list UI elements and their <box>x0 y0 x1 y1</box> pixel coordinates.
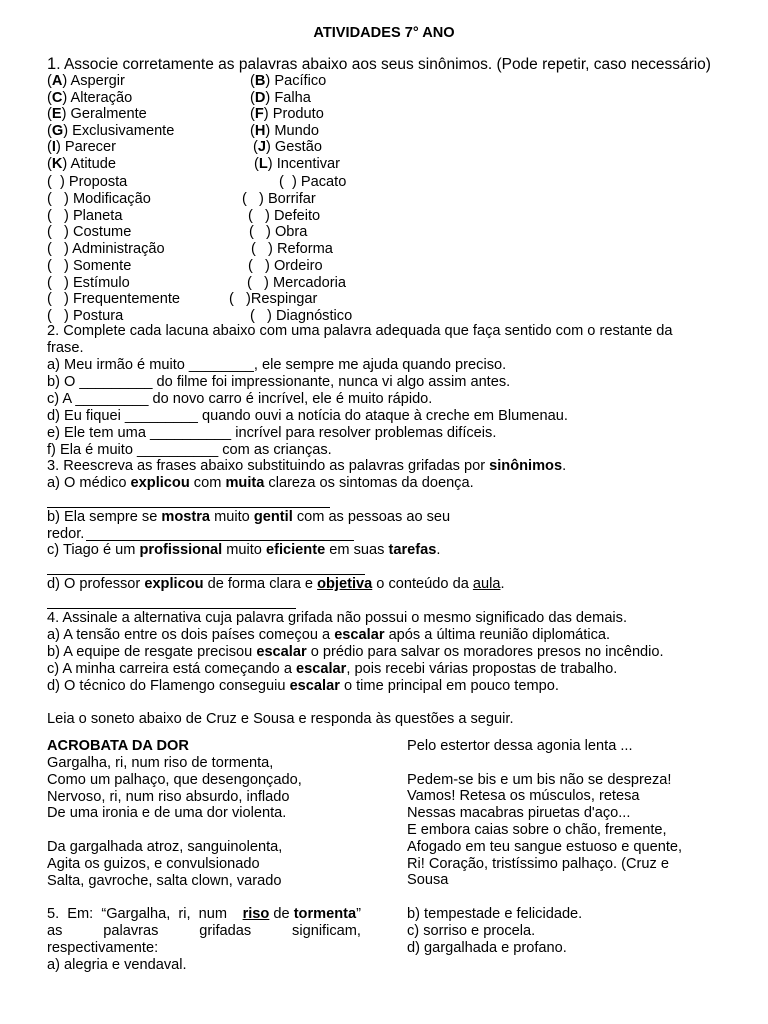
match-left-item[interactable]: ( ) Frequentemente <box>47 291 181 308</box>
answer-line-3c[interactable] <box>47 574 365 575</box>
option-e: (E) Geralmente <box>47 106 147 123</box>
poem-line: Vamos! Retesa os músculos, retesa <box>407 788 640 805</box>
question-3b: b) Ela sempre se mostra muito gentil com as pessoas ao seu <box>47 509 451 525</box>
match-left-item[interactable]: ( ) Administração <box>47 241 165 257</box>
match-right-item[interactable]: ( ) Mercadoria <box>247 274 346 291</box>
fill-blank-item[interactable]: f) Ela é muito __________ com as crianças. <box>47 442 332 458</box>
question-5d[interactable]: d) gargalhada e profano. <box>407 940 567 956</box>
question-5c[interactable]: c) sorriso e procela. <box>407 923 536 939</box>
fill-blank-item[interactable]: e) Ele tem uma __________ incrível para resolver problemas difíceis. <box>47 425 497 441</box>
match-right-item[interactable]: ( )Respingar <box>229 291 318 308</box>
question-1-text: . Associe corretamente as palavras abaixo aos seus sinônimos. (Pode repetir, caso necessário) <box>56 56 711 73</box>
poem-line: Nessas macabras piruetas d'aço... <box>407 805 631 822</box>
question-5a[interactable]: a) alegria e vendaval. <box>47 957 187 973</box>
match-right-item[interactable]: ( ) Pacato <box>279 174 347 190</box>
poem-line: Da gargalhada atroz, sanguinolenta, <box>47 839 283 855</box>
page-title: ATIVIDADES 7° ANO <box>313 25 455 41</box>
poem-line: De uma ironia e de uma dor violenta. <box>47 805 287 822</box>
question-5b[interactable]: b) tempestade e felicidade. <box>407 906 583 922</box>
question-4-prompt: 4. Assinale a alternativa cuja palavra grifada não possui o mesmo significado das demais. <box>47 610 628 626</box>
question-2-prompt: 2. Complete cada lacuna abaixo com uma palavra adequada que faça sentido com o restante da <box>47 323 673 339</box>
option-j: (J) Gestão <box>253 139 322 156</box>
poem-line: E embora caias sobre o chão, fremente, <box>407 822 667 838</box>
question-5-prompt-cont2: respectivamente: <box>47 940 159 956</box>
poem-line: Salta, gavroche, salta clown, varado <box>47 872 282 889</box>
question-1-number: 1 <box>47 55 57 73</box>
match-left-item[interactable]: ( ) Somente <box>47 257 132 274</box>
poem-line: Pelo estertor dessa agonia lenta ... <box>407 738 633 754</box>
poem-title: ACROBATA DA DOR <box>47 738 189 754</box>
match-left-item[interactable]: ( ) Estímulo <box>47 274 130 291</box>
match-right-item[interactable]: ( ) Defeito <box>248 207 321 224</box>
poem-line: Sousa <box>407 872 449 889</box>
poem-line: Gargalha, ri, num riso de tormenta, <box>47 755 274 771</box>
poem-line: Afogado em teu sangue estuoso e quente, <box>407 838 683 855</box>
fill-blank-item[interactable]: a) Meu irmão é muito ________, ele sempre me ajuda quando preciso. <box>47 357 507 373</box>
match-left-item[interactable]: ( ) Costume <box>47 224 132 241</box>
question-3d: d) O professor explicou de forma clara e objetiva o conteúdo da aula. <box>47 576 505 592</box>
option-i: (I) Parecer <box>47 139 116 156</box>
match-left-item[interactable]: ( ) Postura <box>47 308 124 324</box>
poem-line: Ri! Coração, tristíssimo palhaço. (Cruz e <box>407 855 669 872</box>
option-f: (F) Produto <box>250 106 324 123</box>
poem-line: Agita os guizos, e convulsionado <box>47 855 260 872</box>
option-k: (K) Atitude <box>47 156 116 172</box>
option-c: (C) Alteração <box>47 89 133 106</box>
match-left-item[interactable]: ( ) Modificação <box>47 190 151 207</box>
match-right-item[interactable]: ( ) Diagnóstico <box>250 308 353 324</box>
answer-line-3a[interactable] <box>47 507 330 508</box>
poem-line: Nervoso, ri, num riso absurdo, inflado <box>47 788 290 805</box>
question-4b[interactable]: b) A equipe de resgate precisou escalar o prédio para salvar os moradores presos no incêndio. <box>47 644 664 660</box>
question-3b-cont: redor. <box>47 526 85 542</box>
poem-line: Pedem-se bis e um bis não se despreza! <box>407 771 672 788</box>
question-1-prompt <box>47 56 711 73</box>
answer-line-3b[interactable] <box>86 540 354 541</box>
match-right-item[interactable]: ( ) Ordeiro <box>248 257 323 274</box>
option-h: (H) Mundo <box>250 122 319 139</box>
option-b: (B) Pacífico <box>250 73 327 89</box>
match-left-item[interactable]: ( ) Proposta <box>47 174 128 190</box>
question-3-prompt: 3. Reescreva as frases abaixo substituindo as palavras grifadas por sinônimos. <box>47 458 567 474</box>
match-left-item[interactable]: ( ) Planeta <box>47 207 123 224</box>
question-2-prompt-cont: frase. <box>47 340 84 356</box>
question-4a[interactable]: a) A tensão entre os dois países começou a escalar após a última reunião diplomática. <box>47 627 611 643</box>
question-3c: c) Tiago é um profissional muito eficiente em suas tarefas. <box>47 542 441 558</box>
poem-line: Como um palhaço, que desengonçado, <box>47 771 302 788</box>
option-l: (L) Incentivar <box>254 156 340 172</box>
match-right-item[interactable]: ( ) Borrifar <box>242 190 316 207</box>
fill-blank-item[interactable]: d) Eu fiquei _________ quando ouvi a notícia do ataque à creche em Blumenau. <box>47 408 568 424</box>
fill-blank-item[interactable]: c) A _________ do novo carro é incrível, ele é muito rápido. <box>47 391 433 407</box>
option-g: (G) Exclusivamente <box>47 122 175 139</box>
match-right-item[interactable]: ( ) Obra <box>249 224 308 241</box>
question-4c[interactable]: c) A minha carreira está começando a escalar, pois recebi várias propostas de trabalho. <box>47 661 618 677</box>
sonnet-intro: Leia o soneto abaixo de Cruz e Sousa e responda às questões a seguir. <box>47 711 514 727</box>
question-5-prompt-cont: as palavras grifadas significam, <box>47 923 361 939</box>
answer-line-3d[interactable] <box>47 608 296 609</box>
option-d: (D) Falha <box>250 89 311 106</box>
question-4d[interactable]: d) O técnico do Flamengo conseguiu escalar o time principal em pouco tempo. <box>47 678 559 694</box>
question-5-prompt: 5. Em: “Gargalha, ri, num riso de tormenta” <box>47 906 361 922</box>
option-a: (A) Aspergir <box>47 73 125 89</box>
fill-blank-item[interactable]: b) O _________ do filme foi impressionante, nunca vi algo assim antes. <box>47 374 511 390</box>
question-3a: a) O médico explicou com muita clareza os sintomas da doença. <box>47 475 474 491</box>
match-right-item[interactable]: ( ) Reforma <box>251 241 333 257</box>
